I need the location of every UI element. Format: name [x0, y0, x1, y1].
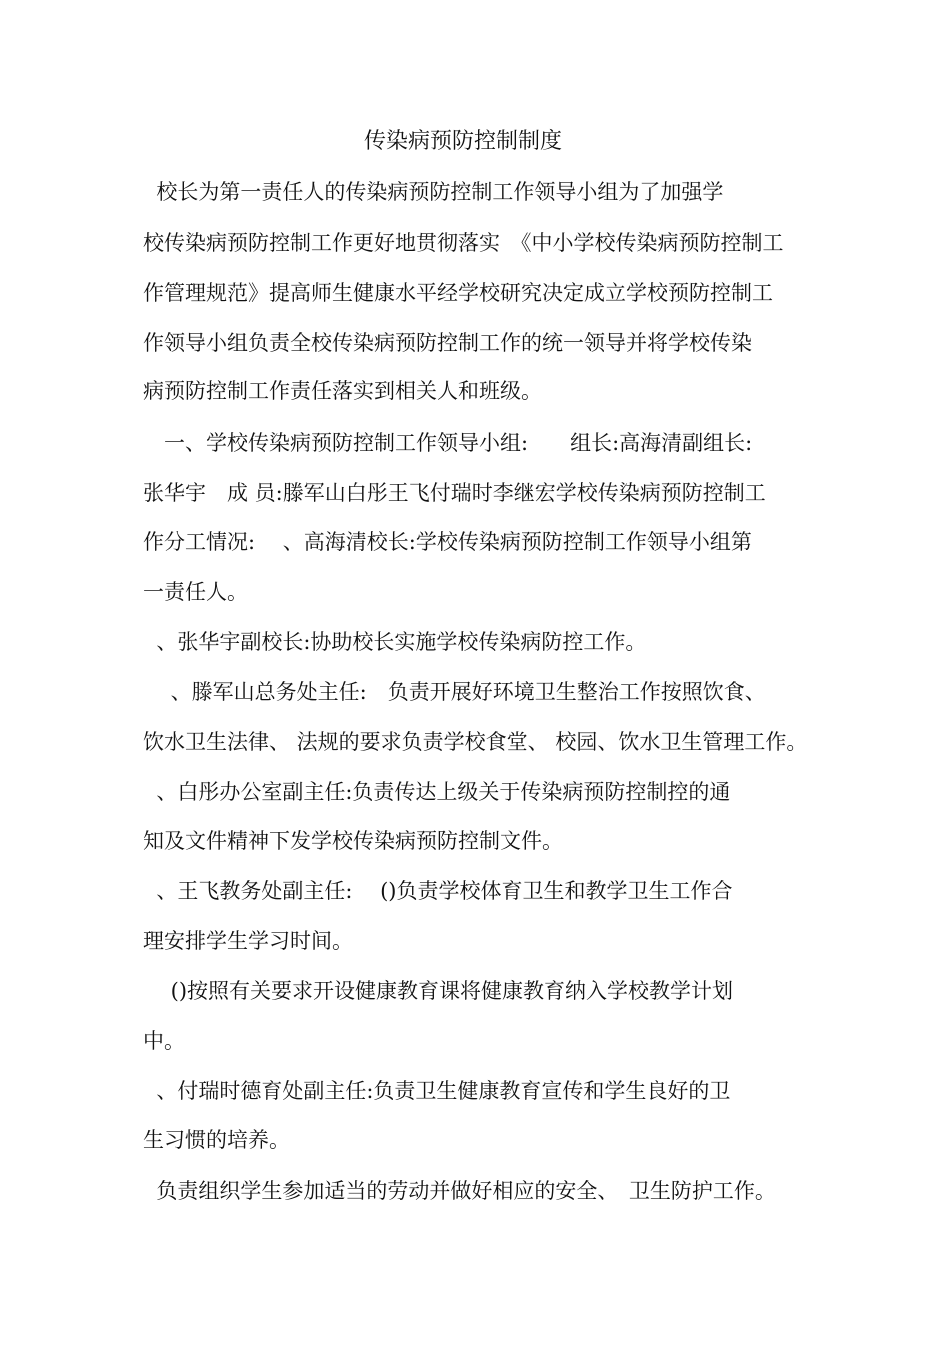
body-line-14: 知及文件精神下发学校传染病预防控制文件。	[143, 829, 563, 853]
body-line-4: 作领导小组负责全校传染病预防控制工作的统一领导并将学校传染	[143, 331, 752, 355]
body-line-12: 饮水卫生法律、 法规的要求负责学校食堂、 校园、饮水卫生管理工作。	[143, 730, 808, 754]
body-line-2: 校传染病预防控制工作更好地贯彻落实 《中小学校传染病预防控制工	[143, 231, 784, 255]
body-line-1: 校长为第一责任人的传染病预防控制工作领导小组为了加强学	[143, 180, 724, 204]
body-line-6: 一、学校传染病预防控制工作领导小组: 组长:高海清副组长:	[143, 431, 753, 455]
document-title: 传染病预防控制制度	[363, 129, 562, 154]
body-line-17: ()按照有关要求开设健康教育课将健康教育纳入学校教学计划	[143, 979, 734, 1003]
body-line-3: 作管理规范》提高师生健康水平经学校研究决定成立学校预防控制工	[143, 281, 773, 305]
body-line-10: 、张华宇副校长:协助校长实施学校传染病防控工作。	[143, 630, 647, 654]
body-line-5: 病预防控制工作责任落实到相关人和班级。	[143, 379, 542, 403]
body-line-19: 、付瑞时德育处副主任:负责卫生健康教育宣传和学生良好的卫	[143, 1079, 731, 1103]
body-line-15: 、王飞教务处副主任: ()负责学校体育卫生和教学卫生工作合	[143, 879, 733, 903]
body-line-11: 、滕军山总务处主任: 负责开展好环境卫生整治工作按照饮食、	[143, 680, 766, 704]
body-line-13: 、白彤办公室副主任:负责传达上级关于传染病预防控制控的通	[143, 780, 731, 804]
body-line-20: 生习惯的培养。	[143, 1128, 290, 1152]
body-line-8: 作分工情况: 、高海清校长:学校传染病预防控制工作领导小组第	[143, 530, 752, 554]
body-line-18: 中。	[143, 1029, 185, 1053]
body-line-7: 张华宇 成 员:滕军山白彤王飞付瑞时李继宏学校传染病预防控制工	[143, 481, 766, 505]
body-line-9: 一责任人。	[143, 580, 248, 604]
body-line-16: 理安排学生学习时间。	[143, 929, 353, 953]
body-line-21: 负责组织学生参加适当的劳动并做好相应的安全、 卫生防护工作。	[143, 1179, 776, 1203]
